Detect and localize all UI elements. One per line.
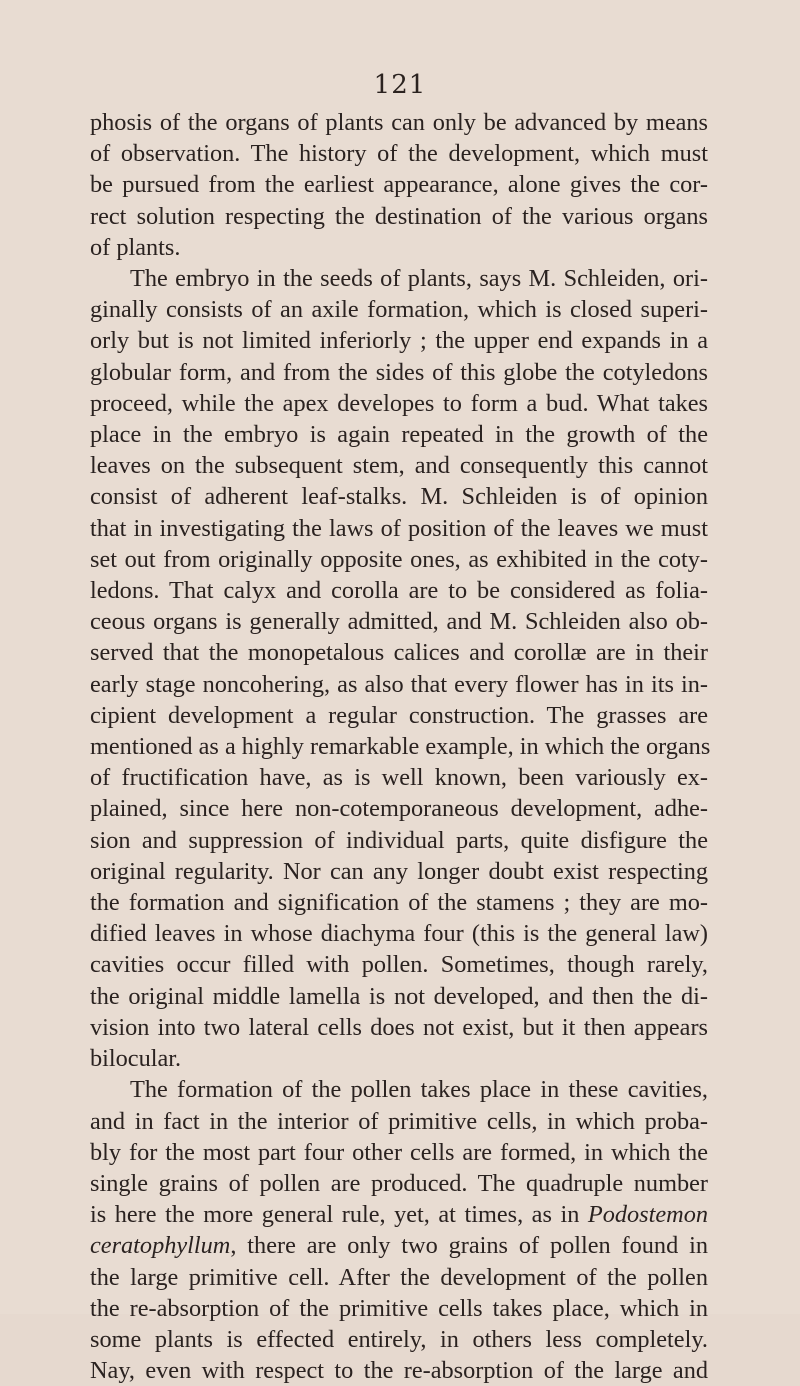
line-text: that in investigating the laws of position of the leaves we must [90, 514, 708, 542]
text-line [90, 1106, 708, 1137]
text-line [90, 1230, 708, 1261]
line-text: vision into two lateral cells does not exist, but it then appears [90, 1013, 708, 1041]
line-text: the formation and signification of the stamens ; they are mo- [90, 889, 708, 917]
line-text: of fructification have, as is well known, been variously ex- [90, 764, 708, 792]
line-text: original regularity. Nor can any longer doubt exist respecting [90, 857, 708, 885]
line-text: cavities occur filled with pollen. Sometimes, though rarely, [90, 951, 708, 979]
text-line [90, 325, 708, 356]
text-line [90, 637, 708, 668]
text-line [90, 1012, 708, 1043]
line-text: The embryo in the seeds of plants, says M. Schleiden, ori- [130, 265, 708, 293]
line-text: rect solution respecting the destination of the various organs [90, 202, 708, 230]
line-text: ledons. That calyx and corolla are to be considered as folia- [90, 577, 708, 605]
line-text: place in the embryo is again repeated in the growth of the [90, 421, 708, 449]
text-line [90, 513, 708, 544]
text-line [90, 731, 711, 762]
line-text: bilocular. [90, 1045, 182, 1073]
line-text: is here the more general rule, yet, at times, as in [90, 1201, 588, 1229]
line-text: be pursued from the earliest appearance, alone gives the cor- [90, 171, 708, 199]
text-line [90, 793, 708, 824]
text-line [90, 825, 708, 856]
line-text: early stage noncohering, as also that every flower has in its in- [90, 670, 708, 698]
line-text: of observation. The history of the development, which must [90, 140, 708, 168]
text-line [90, 762, 708, 793]
text-line [90, 169, 708, 200]
text-line [90, 575, 708, 606]
text-line [90, 887, 708, 918]
text-line [90, 700, 708, 731]
text-line [90, 1199, 708, 1230]
line-text: ceous organs is generally admitted, and M. Schleiden also ob- [90, 608, 708, 636]
line-text: the large primitive cell. After the development of the pollen [90, 1263, 708, 1291]
line-text: the original middle lamella is not developed, and then the di- [90, 982, 708, 1010]
line-text: plained, since here non-cotemporaneous development, adhe- [90, 795, 708, 823]
line-text: set out from originally opposite ones, as exhibited in the coty- [90, 545, 708, 573]
text-line [90, 606, 708, 637]
page-number: 121 [373, 70, 427, 100]
text-line [90, 1074, 708, 1105]
text-line [90, 1043, 708, 1074]
line-text: ginally consists of an axile formation, which is closed superi- [90, 296, 708, 324]
line-text: cipient development a regular construction. The grasses are [90, 701, 708, 729]
text-line [90, 232, 708, 263]
line-text: sion and suppression of individual parts, quite disfigure the [90, 826, 708, 854]
line-text: bly for the most part four other cells are formed, in which the [90, 1138, 708, 1166]
text-line [90, 1137, 708, 1168]
italic-term: Podostemon [587, 1201, 708, 1229]
line-text: globular form, and from the sides of this globe the cotyledons [90, 358, 708, 386]
line-text: Nay, even with respect to the re-absorption of the large and [90, 1357, 708, 1385]
line-text: phosis of the organs of plants can only be advanced by means [90, 109, 708, 136]
text-line [90, 1324, 708, 1355]
text-line [90, 669, 708, 700]
line-text: and in fact in the interior of primitive cells, in which proba- [90, 1107, 708, 1135]
line-text: consist of adherent leaf-stalks. M. Schleiden is of opinion [90, 483, 708, 511]
line-text: the re-absorption of the primitive cells takes place, which in [90, 1294, 708, 1322]
text-line [90, 981, 708, 1012]
line-text: some plants is effected entirely, in others less completely. [90, 1325, 708, 1353]
text-line [90, 419, 708, 450]
text-line [90, 388, 708, 419]
text-line [90, 107, 708, 138]
text-line [90, 263, 708, 294]
text-line [90, 1293, 708, 1324]
line-text: mentioned as a highly remarkable example, in which the organs [90, 733, 711, 761]
line-text: single grains of pollen are produced. The quadruple number [90, 1169, 708, 1197]
text-line [90, 544, 708, 575]
text-line [90, 856, 708, 887]
body-text [90, 107, 711, 1386]
text-line [90, 201, 708, 232]
text-line [90, 949, 708, 980]
line-text: orly but is not limited inferiorly ; the upper end expands in a [90, 327, 708, 355]
text-line [90, 294, 708, 325]
text-line [90, 481, 708, 512]
italic-term: ceratophyllum [90, 1232, 231, 1260]
text-line [90, 1168, 708, 1199]
text-line [90, 138, 708, 169]
text-line [90, 357, 708, 388]
text-line [90, 918, 708, 949]
line-text: leaves on the subsequent stem, and consequently this cannot [90, 452, 708, 480]
line-text: proceed, while the apex developes to form a bud. What takes [90, 389, 708, 417]
text-line [90, 1355, 708, 1386]
line-text: , there are only two grains of pollen found in [230, 1232, 708, 1260]
line-text: of plants. [90, 233, 181, 261]
text-line [90, 1262, 708, 1293]
line-text: served that the monopetalous calices and corollæ are in their [90, 639, 708, 667]
line-text: dified leaves in whose diachyma four (this is the general law) [90, 920, 708, 948]
text-line [90, 450, 708, 481]
line-text: The formation of the pollen takes place in these cavities, [130, 1076, 708, 1104]
